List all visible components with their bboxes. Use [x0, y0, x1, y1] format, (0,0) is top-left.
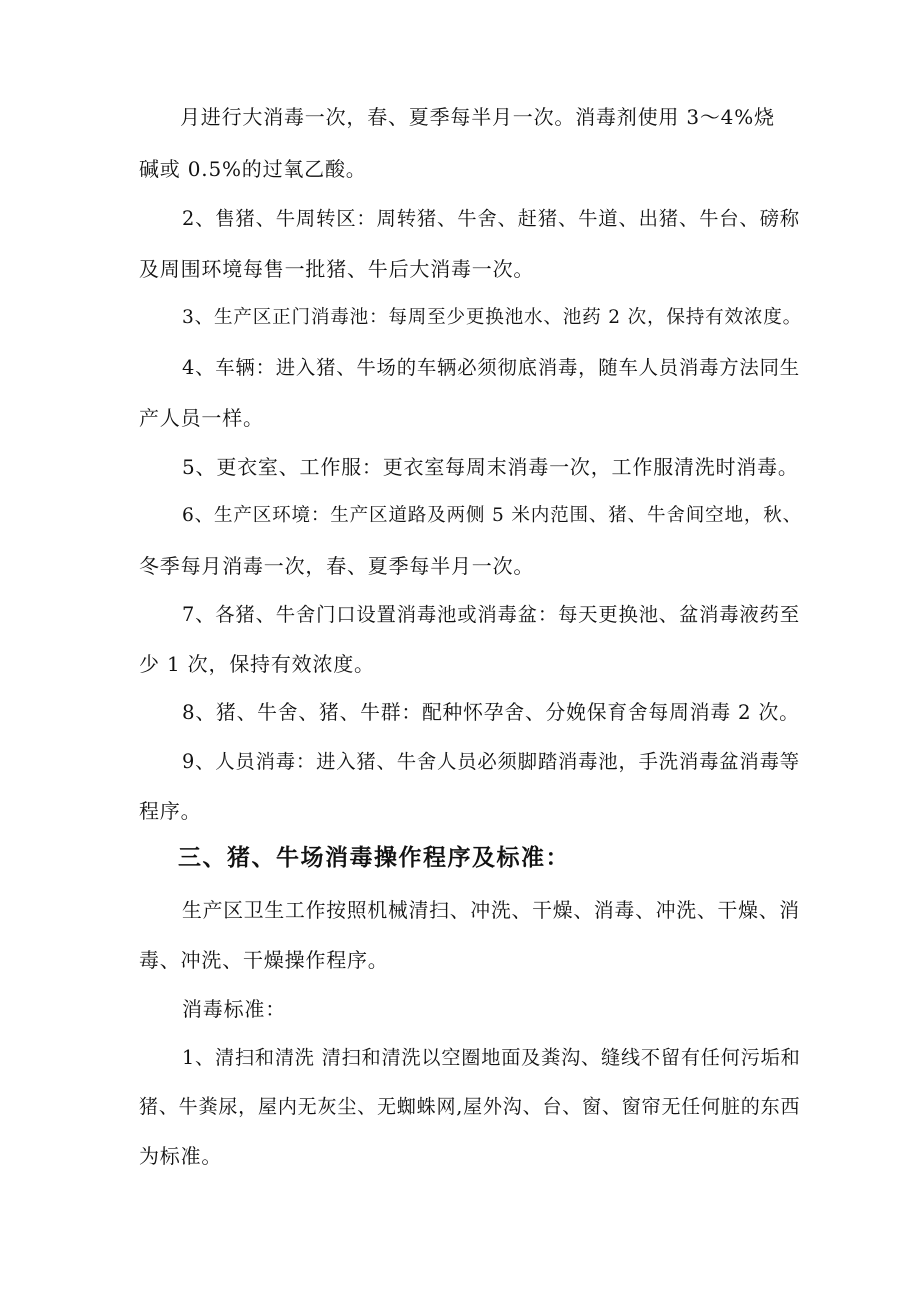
item-6-line-1: 6、生产区环境：生产区道路及两侧 5 米内范围、猪、牛舍间空地，秋、: [182, 505, 802, 526]
item-9-line-2: 程序。: [139, 799, 202, 823]
paragraph-line: 碱或 0.5%的过氧乙酸。: [139, 157, 367, 181]
standard-1-line-1: 1、清扫和清洗 清扫和清洗以空圈地面及粪沟、缝线不留有任何污垢和: [182, 1046, 801, 1069]
item-6-line-2: 冬季每月消毒一次，春、夏季每半月一次。: [139, 554, 535, 578]
standard-1-line-3: 为标准。: [139, 1144, 223, 1168]
standard-label: 消毒标准：: [182, 997, 286, 1021]
item-8-line-1: 8、猪、牛舍、猪、牛群：配种怀孕舍、分娩保育舍每周消毒 2 次。: [182, 701, 800, 724]
section-paragraph-line-2: 毒、冲洗、干燥操作程序。: [139, 948, 389, 972]
paragraph-line: 月进行大消毒一次，春、夏季每半月一次。消毒剂使用 3～4%烧: [180, 105, 775, 129]
item-5-line-1: 5、更衣室、工作服：更衣室每周末消毒一次，工作服清洗时消毒。: [182, 455, 799, 479]
section-heading: 三、猪、牛场消毒操作程序及标准：: [178, 845, 570, 871]
item-2-line-1: 2、售猪、牛周转区：周转猪、牛舍、赶猪、牛道、出猪、牛台、磅称: [182, 207, 800, 230]
standard-1-line-2: 猪、牛粪尿，屋内无灰尘、无蜘蛛网,屋外沟、台、窗、窗帘无任何脏的东西: [139, 1096, 801, 1118]
item-4-line-1: 4、车辆：进入猪、牛场的车辆必须彻底消毒，随车人员消毒方法同生: [182, 356, 800, 379]
item-2-line-2: 及周围环境每售一批猪、牛后大消毒一次。: [139, 257, 535, 281]
item-7-line-2: 少 1 次，保持有效浓度。: [139, 652, 375, 676]
item-7-line-1: 7、各猪、牛舍门口设置消毒池或消毒盆：每天更换池、盆消毒液药至: [182, 603, 800, 626]
item-9-line-1: 9、人员消毒：进入猪、牛舍人员必须脚踏消毒池，手洗消毒盆消毒等: [182, 750, 800, 773]
item-3-line-1: 3、生产区正门消毒池：每周至少更换池水、池药 2 次，保持有效浓度。: [182, 307, 802, 328]
section-paragraph-line-1: 生产区卫生工作按照机械清扫、冲洗、干燥、消毒、冲洗、干燥、消: [182, 899, 800, 922]
item-4-line-2: 产人员一样。: [139, 406, 264, 430]
